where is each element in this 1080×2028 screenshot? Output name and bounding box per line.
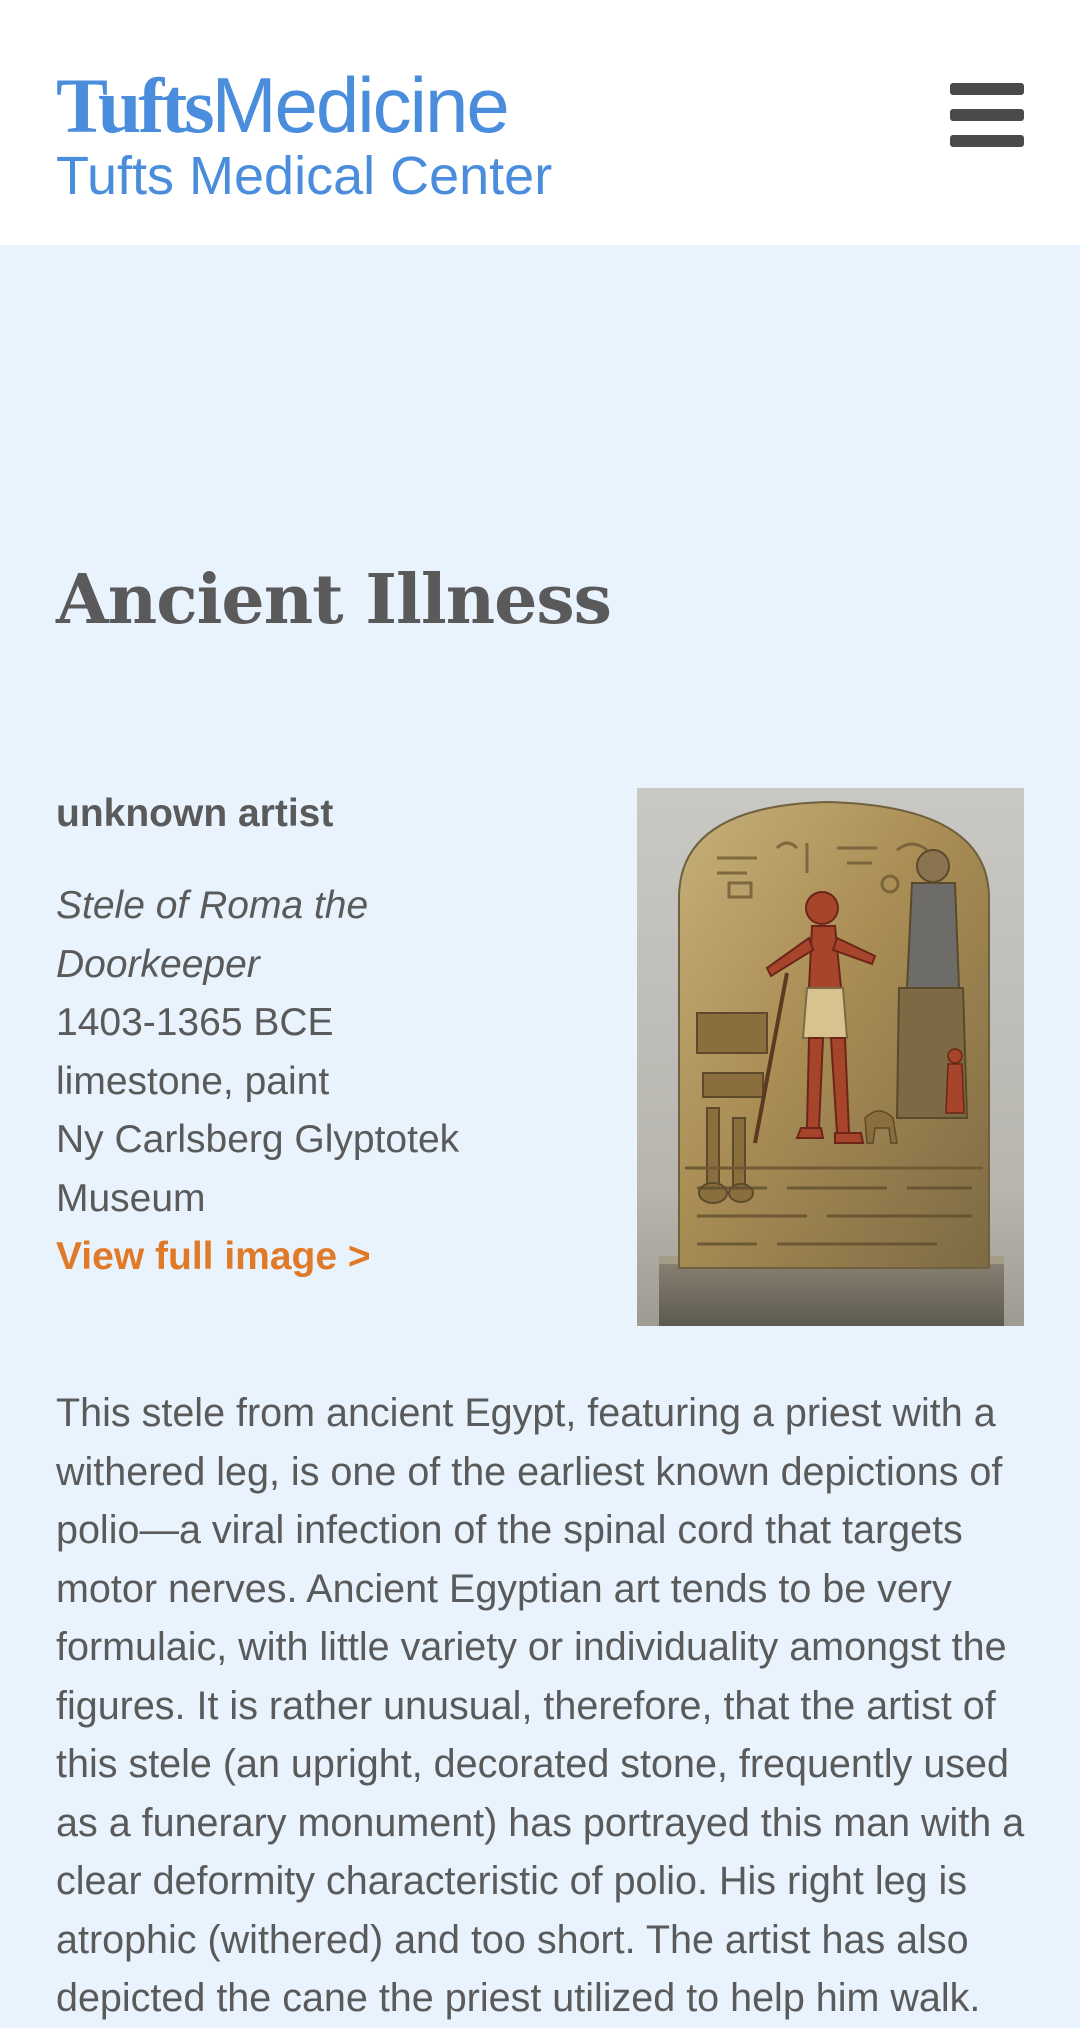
artwork-title: Stele of Roma the Doorkeeper (56, 884, 369, 986)
logo-subtitle: Tufts Medical Center (56, 146, 553, 206)
menu-bar (950, 109, 1024, 121)
view-full-image-link[interactable]: View full image > (56, 1235, 371, 1278)
menu-bar (950, 135, 1024, 147)
site-header (0, 0, 1080, 245)
artwork-info (56, 791, 576, 1287)
artwork-description: This stele from ancient Egypt, featuring a priest with a withered leg, is one of the earliest known depictions of polio—a viral infection of the spinal cord that targets motor nerves. Ancient Egyptian art tends to be very formulaic, with little variety or individuality amongst the figures. It is rather unusual, therefore, that the artist of this stele (an upright, decorated stone, frequently used as a funerary monument) has portrayed this man with a clear deformity characteristic of polio. His right leg is atrophic (withered) and too short. The artist has also depicted the cane the priest utilized to help him walk. (56, 1391, 1025, 2020)
artwork-date: 1403-1365 BCE (56, 1001, 334, 1044)
logo-brand-suffix: Medicine (211, 61, 508, 149)
tufts-medicine-logo[interactable] (56, 61, 553, 206)
stele-illustration (637, 788, 1024, 1326)
artwork-artist: unknown artist (56, 792, 334, 835)
artwork-medium: limestone, paint (56, 1059, 330, 1103)
artwork-image[interactable] (637, 788, 1024, 1326)
logo-brand: Tufts (56, 62, 212, 149)
logo-wordmark (56, 61, 552, 149)
artwork-collection: Ny Carlsberg Glyptotek Museum (56, 1118, 460, 1220)
menu-bar (950, 83, 1024, 95)
page-title: Ancient Illness (56, 560, 611, 640)
hamburger-menu-icon[interactable] (950, 83, 1024, 147)
